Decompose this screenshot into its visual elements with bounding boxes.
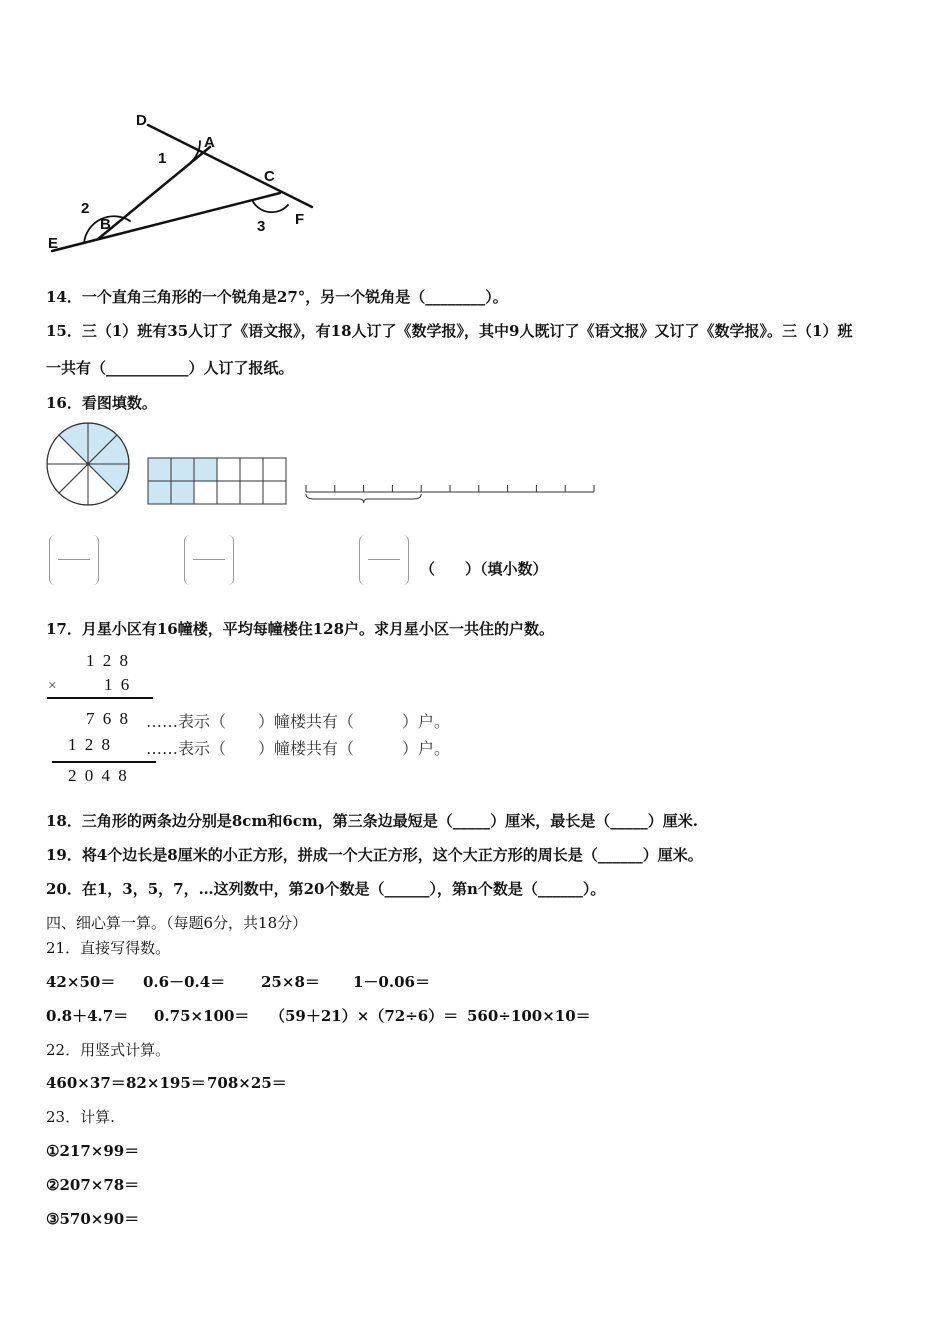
- q22-item-1: 460×37＝: [46, 1074, 126, 1092]
- question-22: 22．用竖式计算。: [46, 1041, 171, 1059]
- question-23: 23．计算.: [46, 1108, 115, 1126]
- number-line-figure: [302, 478, 602, 508]
- q22-item-3: 708×25＝: [207, 1074, 287, 1092]
- grid-cell: [171, 458, 194, 481]
- label-a: A: [204, 134, 215, 151]
- grid-cell: [171, 481, 194, 504]
- grid-fraction-figure: [146, 456, 288, 506]
- question-15-line2: 一共有（___________）人订了报纸。: [46, 359, 294, 377]
- question-17: 17．月星小区有16幢楼，平均每幢楼住128户。求月星小区一共住的户数。: [46, 620, 555, 638]
- fraction-answer-box-1[interactable]: [49, 535, 99, 585]
- grid-cell: [240, 458, 263, 481]
- calc-rule-2: [52, 761, 156, 763]
- fraction-answer-box-3[interactable]: [359, 535, 409, 585]
- circle-fraction-figure: [44, 420, 132, 508]
- label-1: 1: [158, 150, 167, 167]
- q21-item-2: 0.6－0.4＝: [143, 973, 226, 991]
- label-b: B: [100, 216, 111, 233]
- angle-3-arc: [252, 200, 288, 212]
- question-19: 19．将4个边长是8厘米的小正方形，拼成一个大正方形，这个大正方形的周长是（______）厘米。: [46, 846, 703, 864]
- calc-times-sign: ×: [48, 678, 59, 694]
- q21-item-8: 560÷100×10＝: [467, 1007, 591, 1025]
- question-14: 14．一个直角三角形的一个锐角是27°，另一个锐角是（________）。: [46, 288, 508, 306]
- label-d: D: [136, 112, 147, 129]
- calc-row-4-note: ……表示（ ）幢楼共有（ ）户。: [146, 739, 451, 758]
- q21-item-7: （59＋21）×（72÷6）＝: [270, 1007, 459, 1025]
- fraction-answer-box-2[interactable]: [184, 535, 234, 585]
- calc-row-1: 1 2 8: [86, 651, 130, 670]
- calc-rule-1: [47, 697, 153, 699]
- question-20: 20．在1，3，5，7，…这列数中，第20个数是（______），第n个数是（______）。: [46, 880, 606, 898]
- grid-cell: [148, 481, 171, 504]
- label-3: 3: [257, 218, 266, 235]
- label-2: 2: [81, 200, 90, 217]
- decimal-fill-prompt: （ ）（填小数）: [420, 560, 548, 578]
- q23-item-1: ①217×99＝: [46, 1142, 140, 1160]
- question-18: 18．三角形的两条边分别是8cm和6cm，第三条边最短是（_____）厘米，最长是（_____）厘米.: [46, 812, 698, 830]
- label-f: F: [295, 211, 305, 228]
- grid-cell: [240, 481, 263, 504]
- calc-row-3: 7 6 8: [86, 709, 130, 728]
- grid-cell: [217, 458, 240, 481]
- q23-item-2: ②207×78＝: [46, 1176, 140, 1194]
- grid-cell: [148, 458, 171, 481]
- section-4-title: 四、细心算一算。（每题6分，共18分）: [46, 914, 308, 932]
- grid-cell: [217, 481, 240, 504]
- calc-row-2: 1 6: [104, 675, 132, 694]
- q21-item-6: 0.75×100＝: [154, 1007, 250, 1025]
- grid-cell: [263, 481, 286, 504]
- q22-item-2: 82×195＝: [126, 1074, 206, 1092]
- grid-cell: [194, 481, 217, 504]
- q23-item-3: ③570×90＝: [46, 1210, 140, 1228]
- number-line-brace: [306, 494, 421, 503]
- q21-item-5: 0.8＋4.7＝: [46, 1007, 129, 1025]
- label-c: C: [264, 168, 275, 185]
- calc-row-3-note: ……表示（ ）幢楼共有（ ）户。: [146, 712, 451, 731]
- question-21: 21．直接写得数。: [46, 939, 171, 957]
- q21-item-1: 42×50＝: [46, 973, 116, 991]
- calc-result: 2 0 4 8: [68, 766, 129, 785]
- q21-item-4: 1－0.06＝: [353, 973, 430, 991]
- question-15-line1: 15．三（1）班有35人订了《语文报》，有18人订了《数学报》，其中9人既订了《语文报》又订了《数学报》。三（1）班: [46, 322, 853, 340]
- q21-item-3: 25×8＝: [261, 973, 320, 991]
- label-e: E: [48, 235, 59, 252]
- question-16: 16．看图填数。: [46, 394, 157, 412]
- calc-row-4: 1 2 8: [68, 735, 112, 754]
- grid-cell: [194, 458, 217, 481]
- line-da-cf: [148, 125, 312, 207]
- grid-cell: [263, 458, 286, 481]
- angle-figure: [40, 105, 330, 260]
